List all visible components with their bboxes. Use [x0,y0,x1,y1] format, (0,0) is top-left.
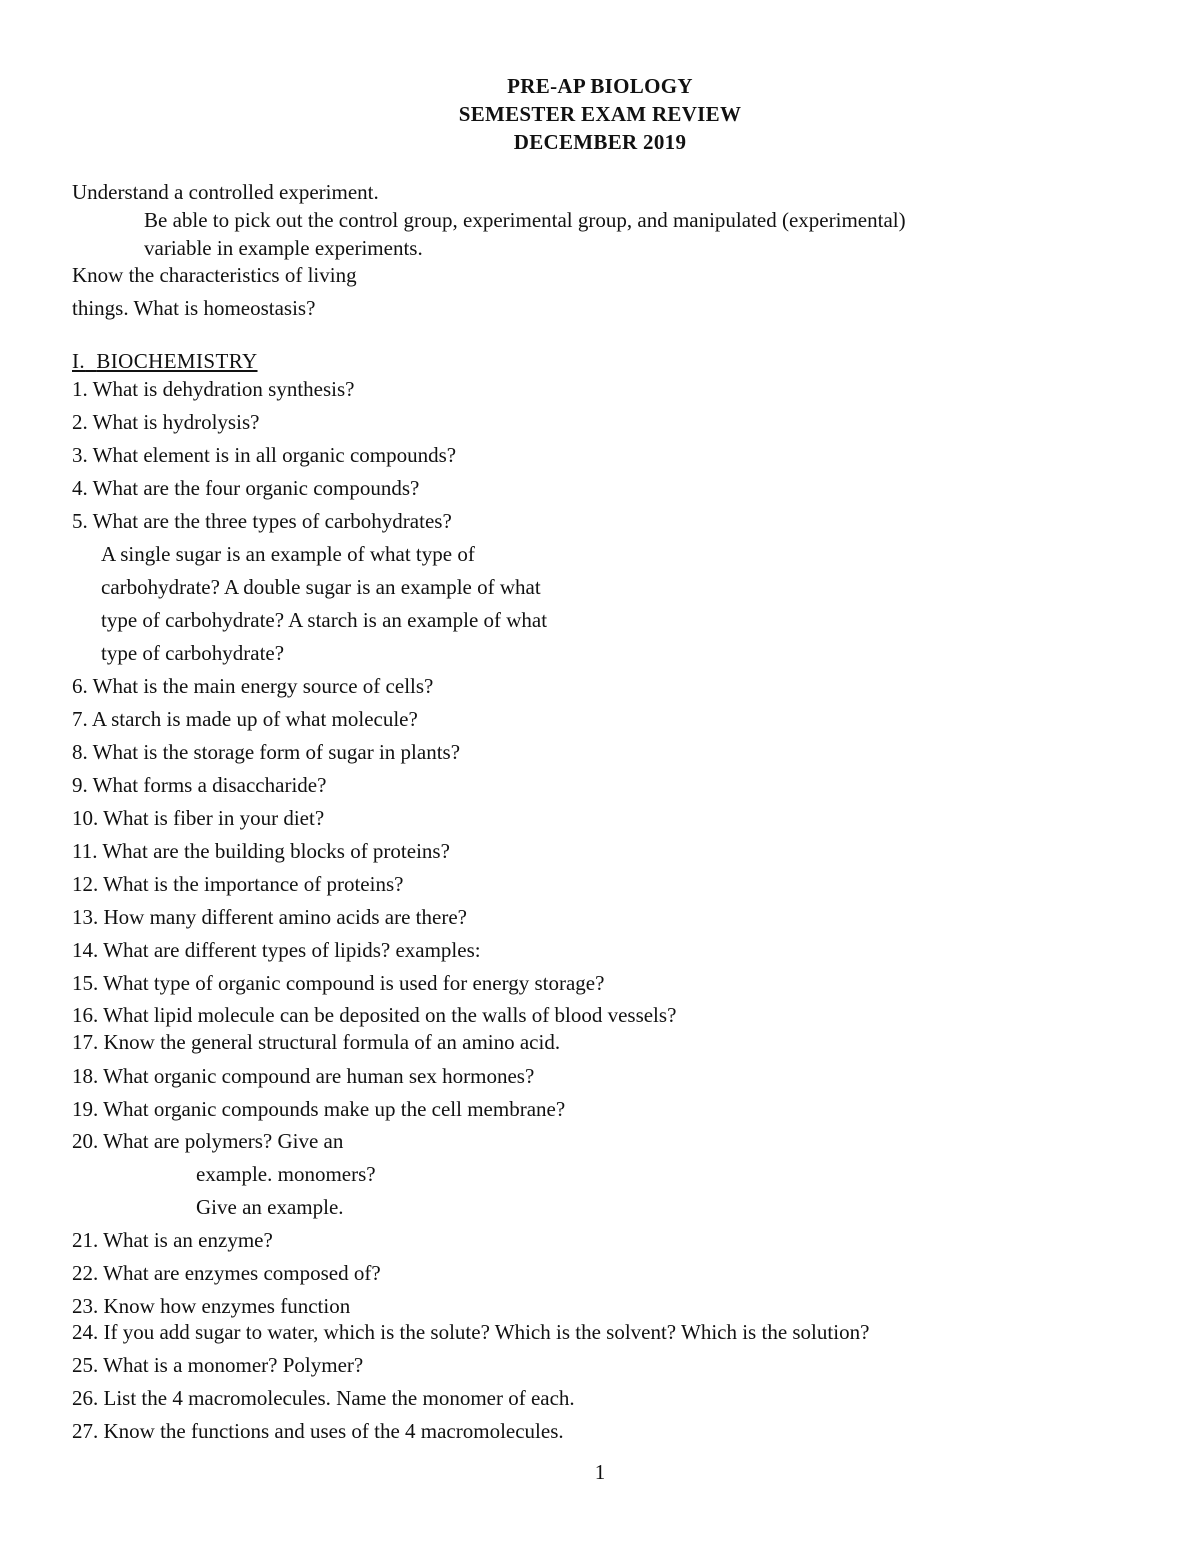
question-subtext: type of carbohydrate? A starch is an example of what [101,608,548,632]
intro-controlled-detail: Be able to pick out the control group, experimental group, and manipulated (experimental) [144,208,906,232]
question-item: 3. What element is in all organic compounds? [72,443,457,467]
question-item: 18. What organic compound are human sex hormones? [72,1064,535,1088]
title-exam: SEMESTER EXAM REVIEW [458,102,742,126]
question-item: 16. What lipid molecule can be deposited on the walls of blood vessels? [72,1003,677,1027]
question-item: 19. What organic compounds make up the cell membrane? [72,1097,566,1121]
question-subtext: Give an example. [196,1195,344,1219]
title-course: PRE-AP BIOLOGY [507,74,693,98]
question-item: 14. What are different types of lipids? examples: [72,938,481,962]
intro-controlled-detail: variable in example experiments. [144,236,423,260]
page-number: 1 [594,1460,606,1484]
question-item: 10. What is fiber in your diet? [72,806,325,830]
question-item: 26. List the 4 macromolecules. Name the monomer of each. [72,1386,575,1410]
question-item: 11. What are the building blocks of proteins? [72,839,450,863]
question-item: 17. Know the general structural formula of an amino acid. [72,1030,561,1054]
question-item: 9. What forms a disaccharide? [72,773,327,797]
title-date: DECEMBER 2019 [513,130,687,154]
question-subtext: example. monomers? [196,1162,376,1186]
question-item: 12. What is the importance of proteins? [72,872,404,896]
question-item: 4. What are the four organic compounds? [72,476,420,500]
question-subtext: type of carbohydrate? [101,641,285,665]
section-heading [72,351,258,372]
question-item: 6. What is the main energy source of cells? [72,674,434,698]
question-item: 1. What is dehydration synthesis? [72,377,355,401]
question-item: 2. What is hydrolysis? [72,410,260,434]
question-item: 23. Know how enzymes function [72,1294,351,1318]
question-item: 7. A starch is made up of what molecule? [72,707,418,731]
question-subtext: carbohydrate? A double sugar is an example of what [101,575,541,599]
section-title: BIOCHEMISTRY [96,349,258,373]
intro-living: things. What is homeostasis? [72,296,316,320]
question-item: 15. What type of organic compound is used for energy storage? [72,971,605,995]
intro-controlled: Understand a controlled experiment. [72,180,379,204]
intro-living: Know the characteristics of living [72,263,357,287]
question-item: 8. What is the storage form of sugar in plants? [72,740,461,764]
question-item: 25. What is a monomer? Polymer? [72,1353,364,1377]
question-item: 20. What are polymers? Give an [72,1129,344,1153]
question-item: 27. Know the functions and uses of the 4 macromolecules. [72,1419,564,1443]
question-item: 13. How many different amino acids are there? [72,905,467,929]
question-item: 24. If you add sugar to water, which is the solute? Which is the solvent? Which is the solution? [72,1320,870,1344]
question-item: 21. What is an enzyme? [72,1228,273,1252]
question-item: 22. What are enzymes composed of? [72,1261,381,1285]
section-number: I. [72,349,86,373]
question-subtext: A single sugar is an example of what type of [101,542,475,566]
question-item: 5. What are the three types of carbohydrates? [72,509,452,533]
